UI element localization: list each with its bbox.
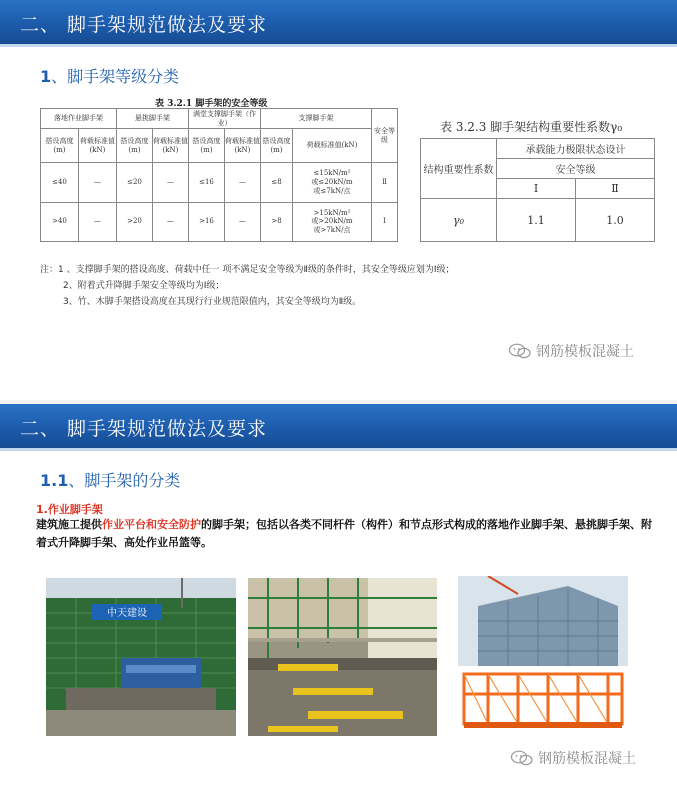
group-floor: 落地作业脚手架 [41,109,117,129]
photo-floor-scaffold [46,578,236,736]
group-full-support: 满堂支撑脚手架（作业） [189,109,261,129]
wechat-icon [508,343,532,359]
note-line: 注：1 、支撑脚手架的搭设高度、荷载中任一 项不满足安全等级为Ⅱ级的条件时，其安全等级应划为Ⅰ级； [40,265,455,275]
cell: — [79,202,117,242]
importance-factor-table [420,138,655,242]
cell: >8 [261,202,293,242]
cell: — [225,163,261,203]
photo-hanging-basket [458,576,628,740]
cell-line: 或>20kN/m [311,217,353,226]
header-height: 搭设高度(m) [117,129,153,163]
cell: ≤20 [117,163,153,203]
header-load: 荷载标准值(kN) [79,129,117,163]
safety-grade-table [40,108,398,242]
cell [293,163,372,203]
group-grade: 安全等级 [372,109,398,163]
watermark-text: 钢筋模板混凝土 [536,344,634,360]
table1-caption: 表 3.2.1 脚手架的安全等级 [155,99,268,109]
section-label: 、脚手架等级分类 [51,67,180,86]
sub-heading: 1.作业脚手架 [36,503,103,516]
cell: >20 [117,202,153,242]
body-highlight: 作业平台和安全防护 [102,518,201,531]
cell: Ⅰ [372,202,398,242]
header-load: 荷载标准值(kN) [293,129,372,163]
watermark [508,341,634,361]
body-paragraph [36,516,656,552]
table-row [41,202,398,242]
note-line: 2、附着式升降脚手架安全等级均为Ⅰ级； [63,281,225,291]
cell-line: ≤15kN/m² [313,169,351,178]
banner-title: 二、 脚手架规范做法及要求 [20,14,268,36]
photo-sign-text: 中天建设 [107,608,147,619]
header-grade-1: Ⅰ [497,179,576,199]
cell: Ⅱ [372,163,398,203]
cell: 1.1 [497,199,576,242]
cell: ≤8 [261,163,293,203]
banner-rule [0,448,677,451]
cell: — [79,163,117,203]
cell [293,202,372,242]
banner-title: 二、 脚手架规范做法及要求 [20,418,268,440]
cell: — [225,202,261,242]
header-grade-2: Ⅱ [576,179,655,199]
slide-classification [0,404,677,811]
cell: — [153,202,189,242]
table-row [41,163,398,203]
notes [40,262,455,310]
watermark [510,748,636,768]
wechat-icon [510,750,534,766]
body-text-part: 的脚手架；包括以各类不同杆件（构件）和节点形式构成的落地作业脚手架、悬挑脚手架、附着式升降脚手架、高处作业吊篮等。 [36,518,652,549]
table2-caption: 表 3.2.3 脚手架结构重要性系数γ₀ [440,120,623,134]
cell: >40 [41,202,79,242]
header-height: 搭设高度(m) [41,129,79,163]
section-label: 、脚手架的分类 [68,471,181,490]
row-label: γ₀ [421,199,497,242]
cell: ≤40 [41,163,79,203]
banner-rule [0,44,677,47]
cell: — [153,163,189,203]
title-banner [0,404,677,448]
section-number: 1 [40,67,52,86]
slide-safety-grade [0,0,677,400]
section-title [40,64,179,87]
cell-line: >15kN/m² [313,208,351,217]
header-height: 搭设高度(m) [189,129,225,163]
title-banner [0,0,677,44]
cell: 1.0 [576,199,655,242]
body-text-part: 建筑施工提供 [36,518,102,531]
photo-cantilever-scaffold [248,578,437,736]
section-number: 1.1 [40,471,69,490]
header-factor: 结构重要性系数 [421,139,497,199]
header-load: 荷载标准值(kN) [153,129,189,163]
cell: >16 [189,202,225,242]
cell-line: 或≤20kN/m [311,177,353,186]
cell-line: 或≤7kN/点 [313,186,351,195]
cell: ≤16 [189,163,225,203]
header-limit-state: 承载能力极限状态设计 [497,139,655,159]
section-title [40,468,180,491]
note-line: 3、竹、木脚手架搭设高度在其现行行业规范限值内，其安全等级均为Ⅱ级。 [63,297,362,307]
header-height: 搭设高度(m) [261,129,293,163]
watermark-text: 钢筋模板混凝土 [538,751,636,767]
header-safety-grade: 安全等级 [497,159,655,179]
group-support: 支撑脚手架 [261,109,372,129]
cell-line: 或>7kN/点 [313,226,351,235]
table-row [421,199,655,242]
group-cantilever: 悬挑脚手架 [117,109,189,129]
header-load: 荷载标准值(kN) [225,129,261,163]
